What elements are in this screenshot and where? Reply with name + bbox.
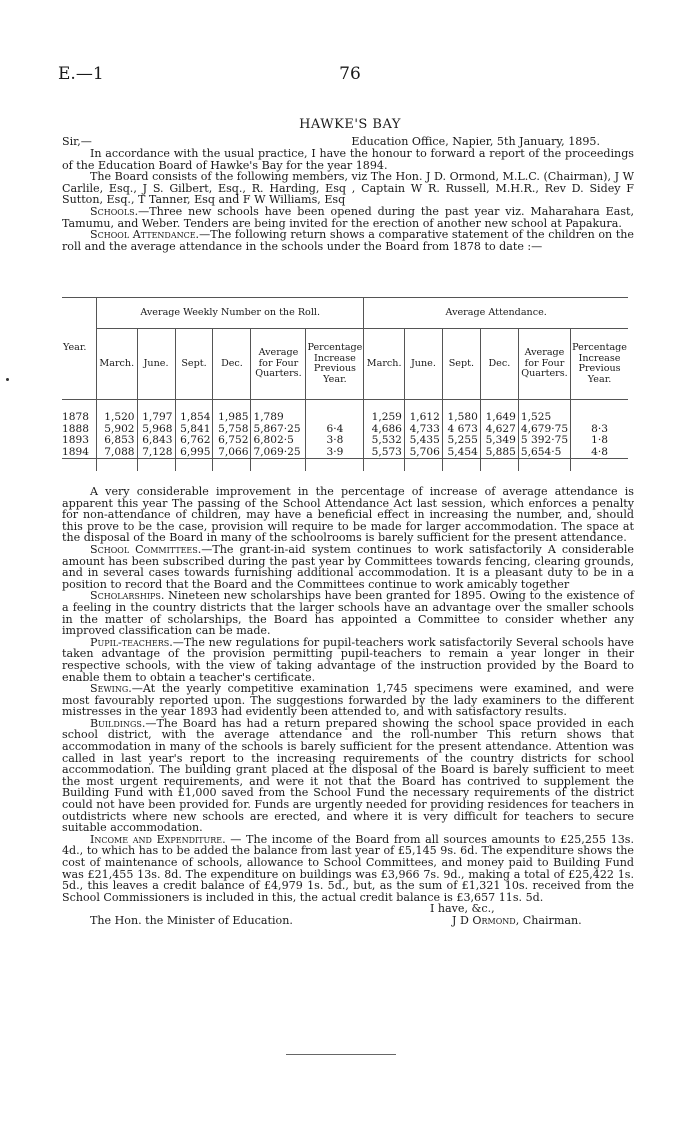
salutation-line (62, 136, 634, 148)
cell-roll-percentage: 6·4 (306, 424, 364, 436)
cell-year: 1888 (62, 422, 89, 435)
cell-att-dec: 5,885 (480, 447, 518, 459)
cell-year: 1893 (62, 434, 89, 447)
paragraph-schools: Schools.—Three new schools have been opened during the past year viz. Maharahara East, Tamumu, and Weber. Tenders are being invited for the erection of another new school at Papakura. (62, 204, 634, 230)
cell-att-sept: 5,454 (442, 447, 480, 459)
col-year: Year. (62, 298, 97, 400)
col-att-average: Average for Four Quarters. (518, 329, 570, 400)
signature-line (62, 915, 634, 927)
cell-att-june: 4,733 (404, 424, 442, 436)
heading-sewing: Sewing. (90, 682, 132, 696)
cell-roll-june: 7,128 (137, 447, 175, 459)
col-att-sept: Sept. (442, 329, 480, 400)
cell-roll-june: 6,843 (137, 435, 175, 447)
cell-att-dec: 4,627 (480, 424, 518, 436)
col-roll-sept: Sept. (175, 329, 213, 400)
cell-roll-june: 1,797 (137, 412, 175, 424)
cell-roll-june: 5,968 (137, 424, 175, 436)
cell-att-percentage: 8·3 (571, 424, 628, 436)
cell-att-percentage: 1·8 (571, 435, 628, 447)
cell-roll-dec: 5,758 (213, 424, 251, 436)
heading-schools: Schools. (90, 204, 139, 218)
attendance-table-wrap (62, 297, 628, 471)
cell-roll-sept: 1,854 (175, 412, 213, 424)
cell-roll-dec: 1,985 (213, 412, 251, 424)
cell-att-march: 1,259 (364, 412, 405, 424)
cell-roll-march: 5,902 (97, 424, 138, 436)
cell-roll-sept: 5,841 (175, 424, 213, 436)
heading-pupil-teachers: Pupil-teachers. (90, 635, 173, 649)
cell-att-percentage: 4·8 (571, 447, 628, 459)
cell-att-march: 5,573 (364, 447, 405, 459)
paragraph-improvement: A very considerable improvement in the percentage of increase of average attendance is apparent this year The passing of the School Attendance Act last session, which enforces a penalty for non-attendance of children, may have a beneficial effect in increasing the number, and, should this prove to be the case, provision will require to be made for larger accommodation. The space at the disposal of the Board in many of the schoolrooms is barely sufficient for the present attendance. (62, 485, 634, 545)
margin-mark (6, 378, 9, 381)
paragraph-pupil-teachers: Pupil-teachers.—The new regulations for pupil-teachers work satisfactorily Several schools have taken advantage of the provision permitting pupil-teachers to remain a year longer in their respective schools, with the view of taking advantage of the instruction provided by the Board to enable them to obtain a teacher's certificate. (62, 635, 634, 684)
col-roll-dec: Dec. (213, 329, 251, 400)
signature-name: J D Ormond (452, 914, 516, 928)
signature-title: , Chairman. (515, 914, 582, 928)
table-row (62, 412, 628, 424)
cell-att-percentage (571, 412, 628, 424)
letter-intro (62, 136, 634, 252)
cell-roll-percentage: 3·8 (306, 435, 364, 447)
cell-att-june: 5,435 (404, 435, 442, 447)
salutation: Sir,— (62, 135, 92, 148)
cell-att-sept: 5,255 (442, 435, 480, 447)
cell-roll-average: 1,789 (251, 412, 306, 424)
section-title: HAWKE'S BAY (299, 117, 401, 132)
attendance-table (62, 297, 628, 471)
cell-roll-march: 1,520 (97, 412, 138, 424)
closing-rule (286, 1054, 396, 1055)
cell-att-average: 4,679·75 (518, 424, 570, 436)
col-att-june: June. (404, 329, 442, 400)
paragraph-intro: In accordance with the usual practice, I have the honour to forward a report of the proceedings of the Education Board of Hawke's Bay for the year 1894. (62, 147, 634, 172)
dateline: Education Office, Napier, 5th January, 1895. (351, 135, 600, 148)
cell-roll-sept: 6,995 (175, 447, 213, 459)
cell-att-average: 1,525 (518, 412, 570, 424)
cell-att-sept: 1,580 (442, 412, 480, 424)
cell-year: 1894 (62, 445, 89, 458)
cell-roll-average: 6,802·5 (251, 435, 306, 447)
cell-roll-dec: 6,752 (213, 435, 251, 447)
heading-income-expenditure: Income and Expenditure. (90, 832, 226, 846)
attendance-table-body (62, 400, 628, 472)
cell-att-dec: 5,349 (480, 435, 518, 447)
group-roll: Average Weekly Number on the Roll. (97, 298, 364, 329)
cell-att-june: 5,706 (404, 447, 442, 459)
col-roll-june: June. (137, 329, 175, 400)
cell-roll-dec: 7,066 (213, 447, 251, 459)
addressee: The Hon. the Minister of Education. (90, 914, 293, 928)
signature (452, 915, 582, 927)
group-attendance: Average Attendance. (364, 298, 628, 329)
cell-roll-sept: 6,762 (175, 435, 213, 447)
cell-roll-march: 7,088 (97, 447, 138, 459)
cell-roll-average: 7,069·25 (251, 447, 306, 459)
report-body (62, 486, 634, 927)
cell-roll-percentage: 3·9 (306, 447, 364, 459)
heading-buildings: Buildings. (90, 716, 146, 730)
closing: I have, &c., (430, 902, 495, 916)
paragraph-income-expenditure: Income and Expenditure. — The income of the Board from all sources amounts to £25,255 13s. 4d., to which has to be added the balance from last year of £5,145 9s. 6d. The expenditure shows the cost of maintenance of schools, allowance to School Committees, and money paid to Building Fund was £21,455 13s. 8d. The expenditure on buildings was £3,966 7s. 9d., making a total of £25,422 1s. 5d., this leaves a credit balance of £4,979 1s. 5d., but, as the sum of £1,321 10s. received from the School Commissioners is included in this, the actual credit balance is £3,657 11s. 5d. (62, 832, 634, 904)
col-roll-average: Average for Four Quarters. (251, 329, 306, 400)
col-att-percentage: Percentage Increase Previous Year. (571, 329, 628, 400)
col-roll-march: March. (97, 329, 138, 400)
col-roll-percentage: Percentage Increase Previous Year. (306, 329, 364, 400)
heading-scholarships: Scholarships. (90, 589, 165, 603)
paragraph-buildings: Buildings.—The Board has had a return prepared showing the school space provided in each school district, with the average attendance and the roll-number This return shows that accommodation in many of the schools is barely sufficient for the present attendance. Attention was called in last year's report to the increasing requirements of the country districts for school accommodation. The building grant placed at the disposal of the Board is barely sufficient to meet the most urgent requirements, and were it not that the Board has contrived to supplement the Building Fund with £1,000 saved from the School Fund the necessary requirements of the district could not have been provided for. Funds are urgently needed for providing residences for teachers in outdistricts where new schools are erected, and where it is very difficult for teachers to secure suitable accommodation. (62, 716, 634, 835)
cell-att-june: 1,612 (404, 412, 442, 424)
cell-att-dec: 1,649 (480, 412, 518, 424)
cell-att-march: 5,532 (364, 435, 405, 447)
paragraph-board-members: The Board consists of the following members, viz The Hon. J D. Ormond, M.L.C. (Chairman), J W Carlile, Esq., J S. Gilbert, Esq., R. Harding, Esq , Captain W R. Russell, M.H.R., Rev D. Sidey F Sutton, Esq., T Tanner, Esq and F W Williams, Esq (62, 170, 634, 207)
cell-att-average: 5,654·5 (518, 447, 570, 459)
cell-att-average: 5 392·75 (518, 435, 570, 447)
cell-roll-march: 6,853 (97, 435, 138, 447)
paper-reference: E.—1 (58, 64, 104, 84)
cell-roll-average: 5,867·25 (251, 424, 306, 436)
cell-roll-percentage (306, 412, 364, 424)
cell-att-march: 4,686 (364, 424, 405, 436)
table-row (62, 447, 628, 459)
cell-att-sept: 4 673 (442, 424, 480, 436)
paragraph-attendance: School Attendance.—The following return shows a comparative statement of the children on the roll and the average attendance in the schools under the Board from 1878 to date :— (62, 228, 634, 253)
paragraph-committees: School Committees.—The grant-in-aid system continues to work satisfactorily A considerable amount has been subscribed during the past year by Committees towards fencing, clearing grounds, and in several cases towards furnishing additional accommodation. It is a pleasant duty to be in a position to record that the Board and the Committees continue to work amicably together (62, 542, 634, 591)
heading-school-committees: School Committees. (90, 542, 202, 556)
paragraph-scholarships: Scholarships. Nineteen new scholarships have been granted for 1895. Owing to the existence of a feeling in the country districts that the larger schools have an advantage over the smaller schools in the matter of scholarships, the Board has appointed a Committee to consider whether any improved classification can be made. (62, 589, 634, 638)
cell-year: 1878 (62, 411, 89, 423)
page-number: 76 (339, 64, 361, 84)
paragraph-sewing: Sewing.—At the yearly competitive examination 1,745 specimens were examined, and were most favourably reported upon. The suggestions forwarded by the lady examiners to the different mistresses in the year 1893 had evidently been attended to, and with satisfactory results. (62, 682, 634, 719)
col-att-march: March. (364, 329, 405, 400)
heading-school-attendance: School Attendance. (90, 228, 200, 242)
page-header (58, 64, 642, 88)
col-att-dec: Dec. (480, 329, 518, 400)
